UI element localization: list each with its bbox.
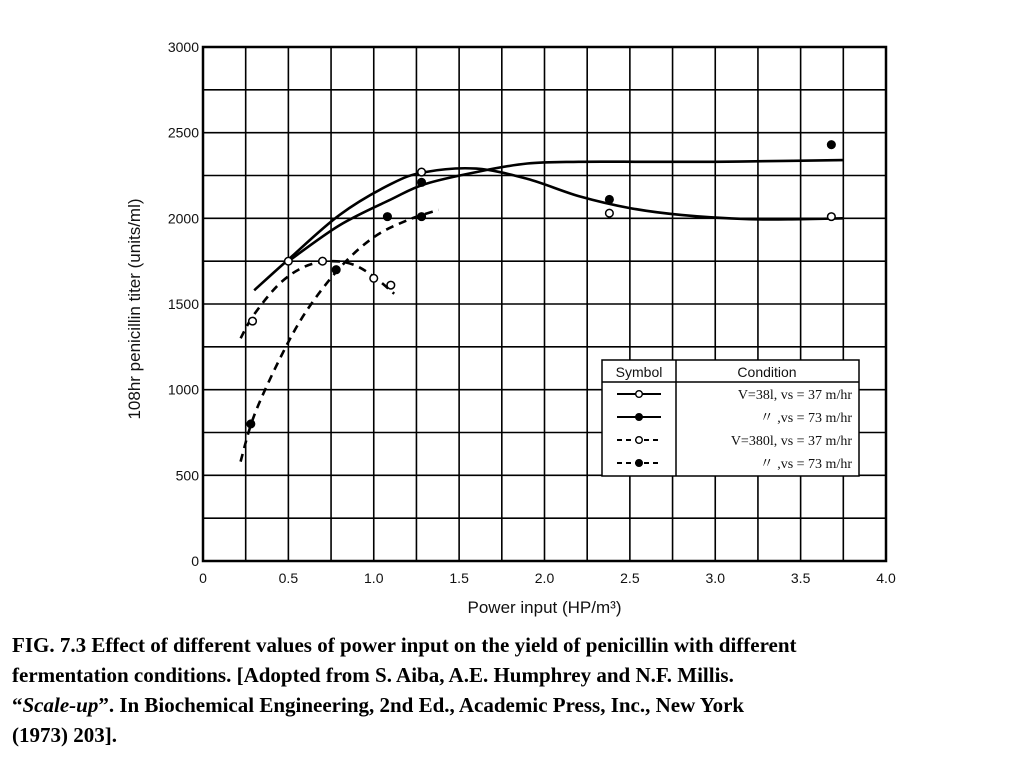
caption-line-3 <box>12 690 1012 720</box>
legend-header-condition: Condition <box>737 364 797 380</box>
x-tick-label: 3.0 <box>705 570 725 586</box>
y-tick-label: 2000 <box>167 210 199 227</box>
x-tick-label: 2.5 <box>620 570 640 586</box>
series-3-point <box>249 317 257 325</box>
y-tick-label: 500 <box>175 467 199 484</box>
x-tick-label: 0 <box>199 570 207 586</box>
caption-quote-open: “ <box>12 693 23 717</box>
legend-entry-4: 〃 ,vs = 73 m/hr <box>759 457 852 472</box>
series-4-curve <box>241 210 439 462</box>
grid-lines <box>203 47 886 561</box>
caption-line-4: (1973) 203]. <box>12 723 117 747</box>
series-2-point <box>418 179 426 187</box>
series-2-point <box>606 196 614 204</box>
x-tick-label: 1.5 <box>449 570 469 586</box>
y-tick-label: 0 <box>191 553 199 569</box>
series-3-point <box>319 257 327 265</box>
x-tick-label: 4.0 <box>876 570 896 586</box>
y-tick-label: 3000 <box>167 39 199 55</box>
x-tick-label: 2.0 <box>534 570 555 586</box>
series-1-curve <box>254 168 843 290</box>
series-3-curve <box>241 261 395 338</box>
legend-symbol-marker-3 <box>636 437 643 444</box>
legend-symbol-marker-2 <box>636 414 643 421</box>
legend-symbol-marker-1 <box>636 391 643 398</box>
caption-line-2: fermentation conditions. [Adopted from S. Aiba, A.E. Humphrey and N.F. Millis. <box>12 663 734 687</box>
series-1-point <box>828 213 836 221</box>
caption-line-3-rest: ”. In Biochemical Engineering, 2nd Ed., Academic Press, Inc., New York <box>98 693 745 717</box>
legend-entry-3: V=380l, vs = 37 m/hr <box>730 434 852 449</box>
series-3-point <box>370 275 378 283</box>
x-tick-label: 3.5 <box>790 570 811 586</box>
caption-line-1: FIG. 7.3 Effect of different values of power input on the yield of penicillin with different <box>12 633 797 657</box>
legend-entry-2: 〃 ,vs = 73 m/hr <box>759 411 852 426</box>
series-3-point <box>387 281 395 289</box>
y-tick-label: 1500 <box>167 296 199 312</box>
caption-italic-title: Scale-up <box>22 693 99 717</box>
series-4-point <box>384 213 392 221</box>
y-tick-label: 1000 <box>167 381 199 398</box>
x-tick-label: 0.5 <box>278 570 299 586</box>
series-1-point <box>418 168 426 176</box>
x-axis-label: Power input (HP/m³) <box>467 598 622 617</box>
legend-header-symbol: Symbol <box>615 364 663 380</box>
series-1-point <box>606 209 614 217</box>
x-tick-label: 1.0 <box>364 570 384 586</box>
series-4-point <box>247 420 255 428</box>
legend <box>602 360 859 476</box>
legend-symbol-marker-4 <box>636 460 643 467</box>
y-tick-labels <box>168 39 199 569</box>
series-4-point <box>418 213 426 221</box>
series-4-point <box>332 266 340 274</box>
y-axis-label: 108hr penicillin titer (units/ml) <box>125 198 144 420</box>
legend-entry-1: V=38l, vs = 37 m/hr <box>737 388 852 403</box>
series-1-point <box>285 257 293 265</box>
y-tick-label: 2500 <box>167 124 199 141</box>
series-2-point <box>828 141 836 149</box>
figure-caption <box>12 630 1012 750</box>
x-tick-labels <box>199 570 896 586</box>
